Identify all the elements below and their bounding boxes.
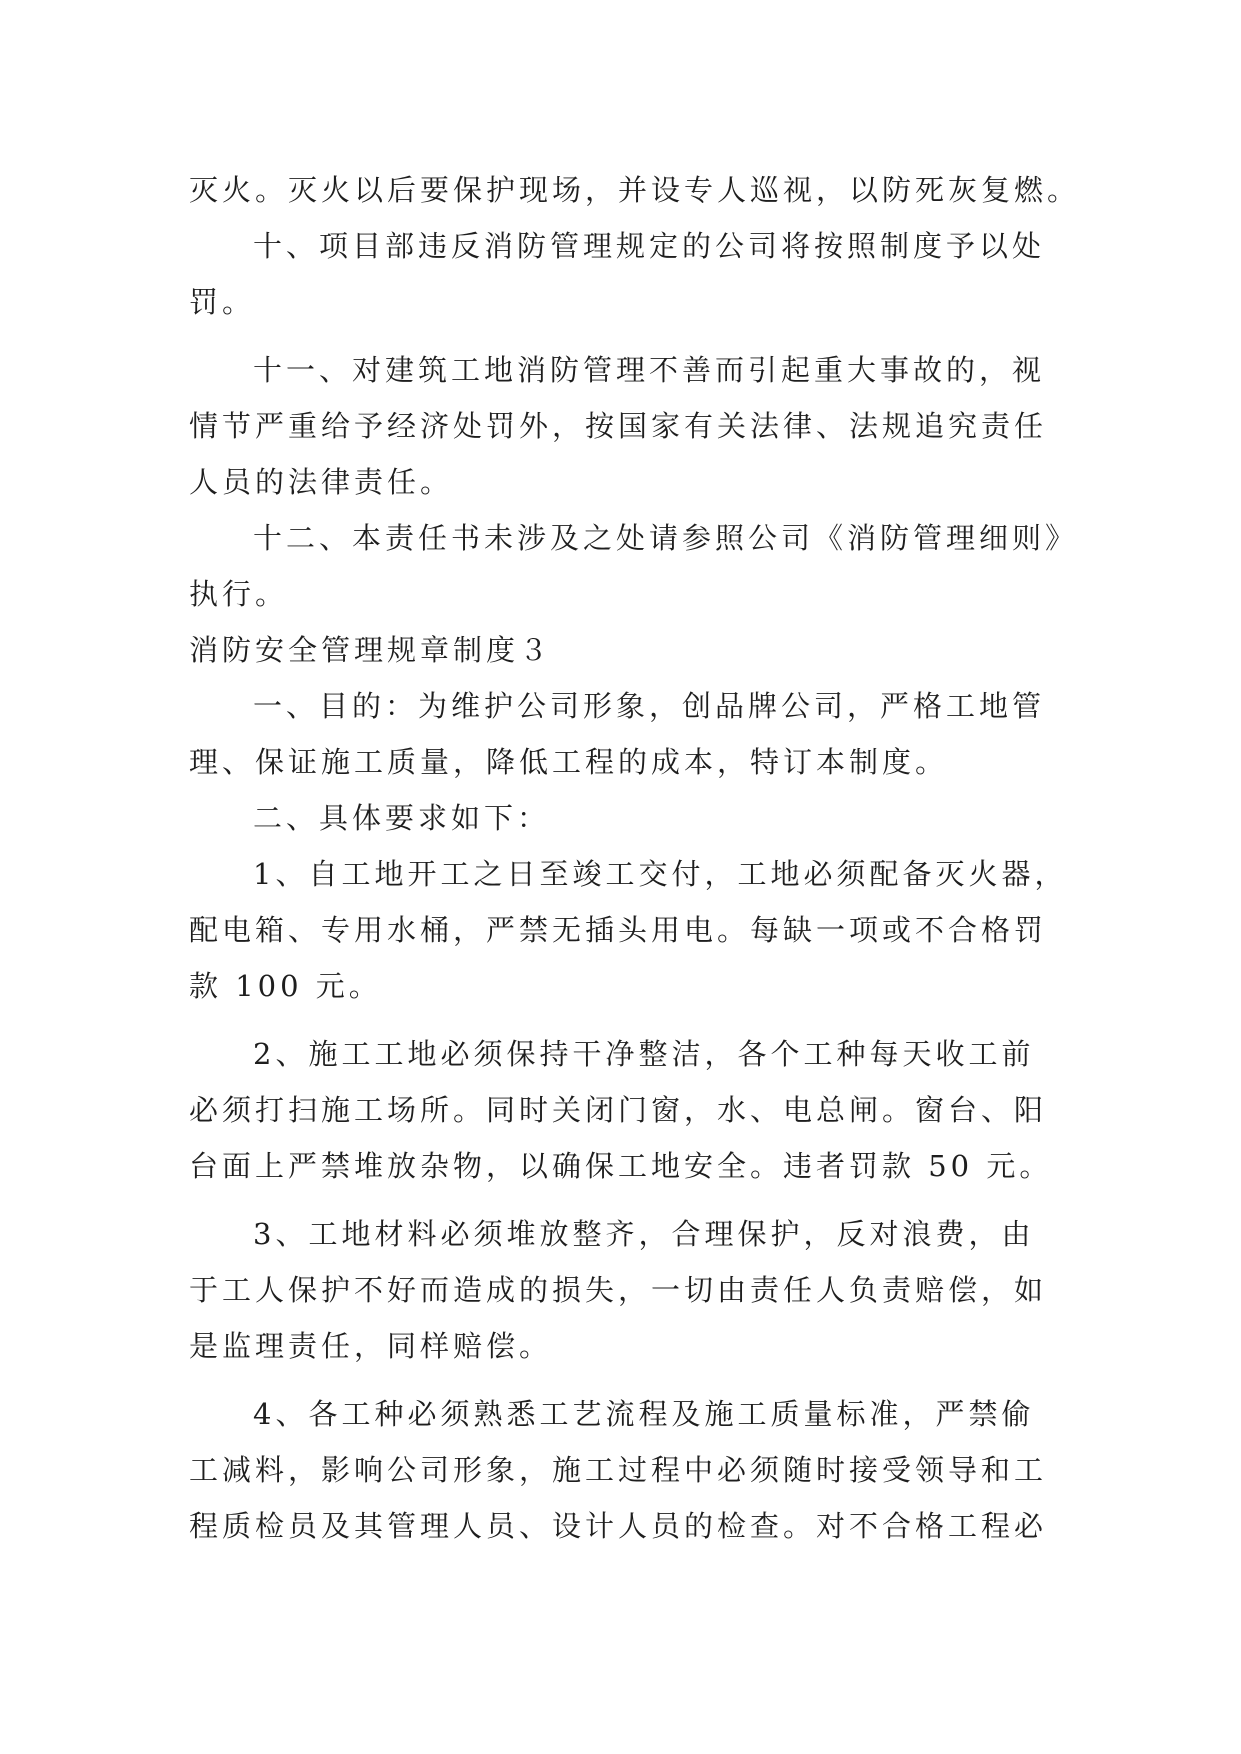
text-line: 3、工地材料必须堆放整齐，合理保护，反对浪费，由 [253, 1217, 1035, 1251]
text-line: 情节严重给予经济处罚外，按国家有关法律、法规追究责任 [189, 409, 1048, 443]
text-line: 程质检员及其管理人员、设计人员的检查。对不合格工程必 [189, 1509, 1048, 1543]
text-line: 执行。 [189, 577, 289, 611]
text-line: 二、具体要求如下： [253, 801, 551, 835]
text-line: 十一、对建筑工地消防管理不善而引起重大事故的，视 [253, 353, 1046, 387]
text-line: 款 100 元。 [189, 969, 382, 1003]
text-line: 于工人保护不好而造成的损失，一切由责任人负责赔偿，如 [189, 1273, 1048, 1307]
text-line: 理、保证施工质量，降低工程的成本，特订本制度。 [189, 745, 949, 779]
text-line: 十二、本责任书未涉及之处请参照公司《消防管理细则》 [253, 521, 1079, 555]
text-line: 人员的法律责任。 [189, 465, 454, 499]
text-line: 工减料，影响公司形象，施工过程中必须随时接受领导和工 [189, 1453, 1048, 1487]
text-line: 十、项目部违反消防管理规定的公司将按照制度予以处 [253, 229, 1046, 263]
document-body [189, 162, 1081, 1554]
text-line: 灭火。灭火以后要保护现场，并设专人巡视，以防死灰复燃。 [189, 173, 1081, 207]
text-line: 罚。 [189, 285, 256, 319]
section-heading: 消防安全管理规章制度３ [189, 633, 553, 667]
text-line: 是监理责任，同样赔偿。 [189, 1329, 553, 1363]
text-line: 2、施工工地必须保持干净整洁，各个工种每天收工前 [253, 1037, 1035, 1071]
text-line: 一、目的：为维护公司形象，创品牌公司，严格工地管 [253, 689, 1046, 723]
text-line: 台面上严禁堆放杂物，以确保工地安全。违者罚款 50 元。 [189, 1149, 1053, 1183]
text-line: 配电箱、专用水桶，严禁无插头用电。每缺一项或不合格罚 [189, 913, 1048, 947]
text-line: 必须打扫施工场所。同时关闭门窗，水、电总闸。窗台、阳 [189, 1093, 1048, 1127]
text-line: 4、各工种必须熟悉工艺流程及施工质量标准，严禁偷 [253, 1397, 1035, 1431]
text-line: 1、自工地开工之日至竣工交付，工地必须配备灭火器， [253, 857, 1068, 891]
